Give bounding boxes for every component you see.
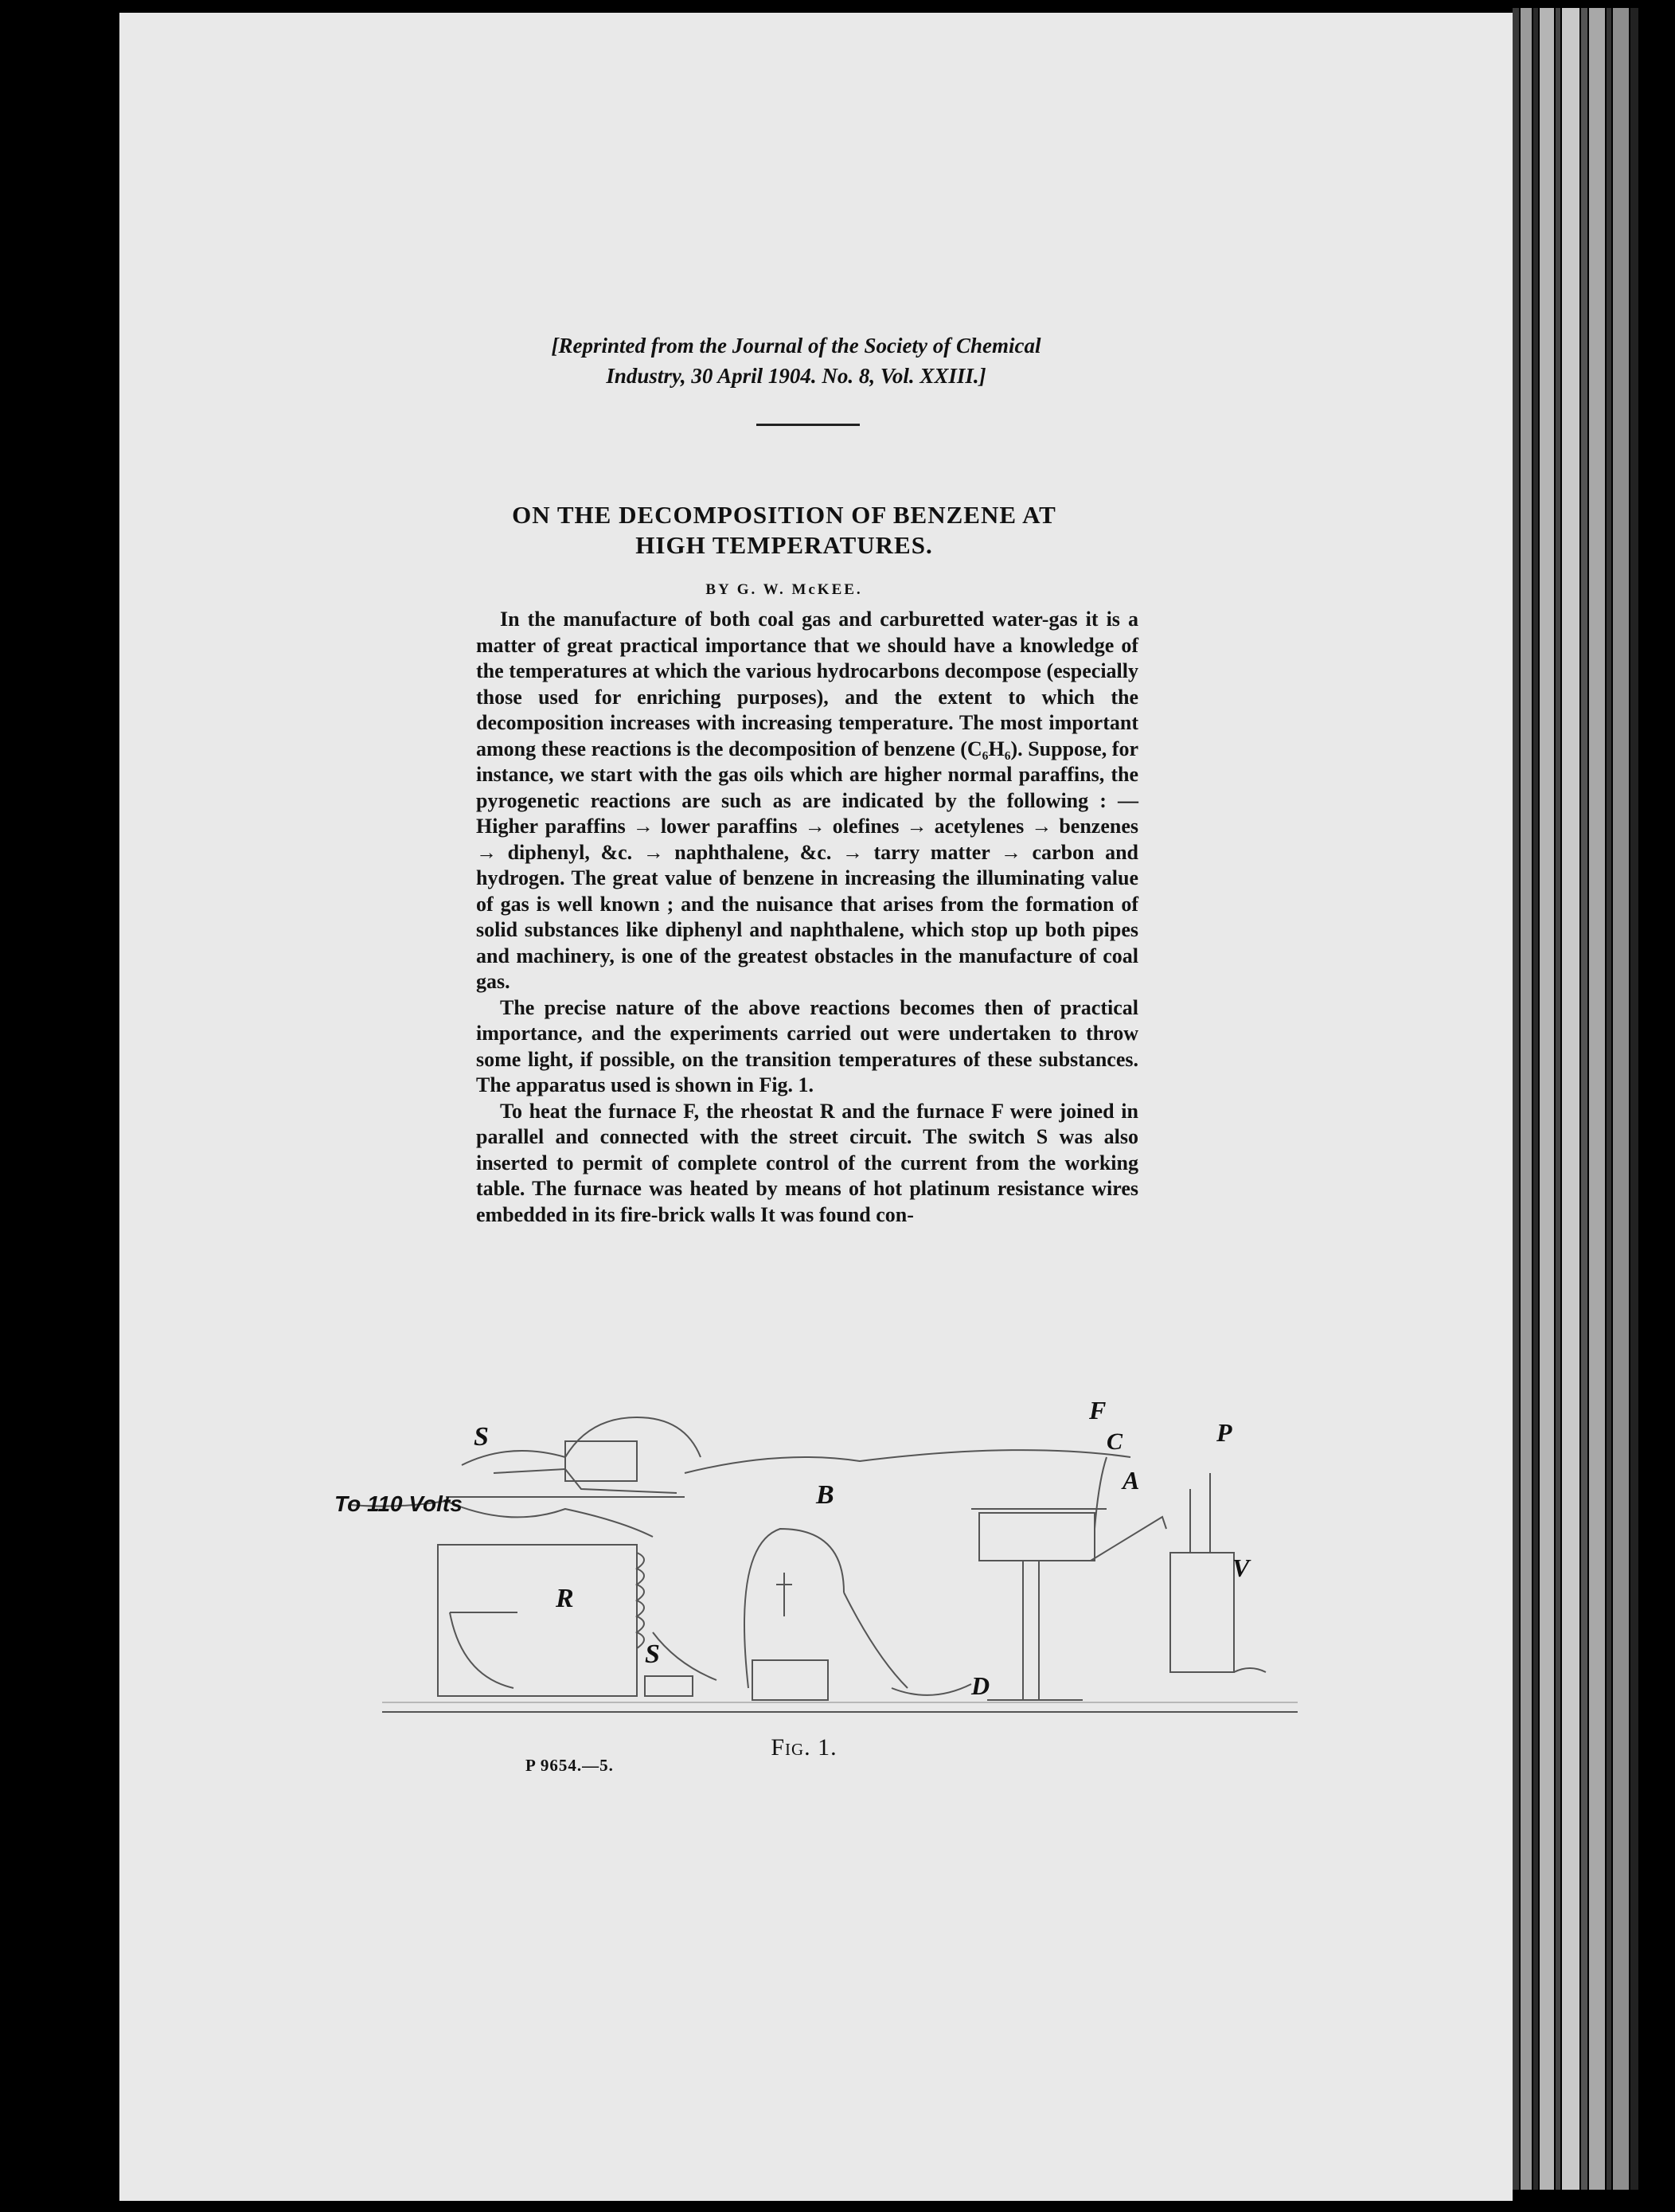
page-edge: [1630, 8, 1638, 2190]
tube-c: [1095, 1457, 1107, 1529]
label-s-bottom: S: [645, 1639, 660, 1669]
label-a: A: [1123, 1466, 1140, 1495]
lower-switch: [645, 1676, 693, 1696]
citation-line: Industry, 30 April 1904. No. 8, Vol. XXIII.]: [606, 364, 986, 388]
label-b: B: [816, 1480, 834, 1510]
body-paragraph: The precise nature of the above reactions becomes then of practical importance, and the experiments carried out were undertaken to throw some light, if possible, on the transition temperatures of these substances. The apparatus used is shown in Fig. 1.: [476, 995, 1138, 1096]
page-edge: [1607, 8, 1611, 2190]
page-edge: [1613, 8, 1629, 2190]
body-paragraph: To heat the furnace F, the rheostat R and the furnace F were joined in parallel and connected with the street circuit. The switch S was also inserted to permit of complete control of the current from the working table. The furnace was heated by means of hot platinum resistance wires embedded in its fire-brick walls It was found con-: [476, 1099, 1138, 1226]
battery-box: [752, 1660, 828, 1700]
vessel-v: [1170, 1553, 1234, 1672]
body-paragraph: In the manufacture of both coal gas and carburetted water-gas it is a matter of great practical importance that we should have a knowledge of the temperatures at which the various hydrocarbons decompose (especially those used for enriching purposes), and the extent to which the decomposition increases with increasing temperature. The most important among these reactions is the decomposition of benzene (C₆H₆). Suppose, for instance, we start with the gas oils which are higher normal paraffins, the pyrogenetic reactions are such as are indicated by the following : — Higher paraffins → lower paraffins → olefines → acetylenes → benzenes → diphenyl, &c. → naphthalene, &c. → tarry matter → carbon and hydrogen. The great value of benzene in increasing the illuminating value of gas is well known ; and the nuisance that arises from the formation of solid substances like diphenyl and naphthalene, which stop up both pipes and machinery, is one of the greatest obstacles in the manufacture of coal gas.: [476, 608, 1138, 993]
page-edge: [1589, 8, 1605, 2190]
apparatus-drawing: [303, 1370, 1306, 1728]
label-r: R: [556, 1584, 574, 1613]
lead-wire: [685, 1450, 1130, 1473]
lower-switch-wire: [653, 1632, 716, 1680]
apparatus-figure: [303, 1370, 1306, 1728]
label-f: F: [1089, 1396, 1107, 1425]
tube-a: [1091, 1517, 1166, 1561]
furnace-box: [979, 1513, 1095, 1561]
rheostat-coil: [637, 1553, 644, 1648]
label-c: C: [1107, 1428, 1123, 1455]
page-edge: [1556, 8, 1560, 2190]
label-d: D: [971, 1671, 990, 1700]
column-b: [776, 1573, 792, 1616]
column-arc: [744, 1529, 844, 1688]
page-edge: [1562, 8, 1579, 2190]
title-line: ON THE DECOMPOSITION OF BENZENE AT: [512, 501, 1056, 529]
figure-caption: Fig. 1.: [771, 1734, 838, 1761]
dish-wire: [844, 1593, 908, 1688]
vessel-base: [1170, 1668, 1266, 1672]
title-line: HIGH TEMPERATURES.: [635, 531, 933, 559]
page-edge: [1533, 8, 1538, 2190]
article-body: [476, 607, 1138, 1228]
rheostat-arc: [450, 1612, 513, 1688]
page-edge: [1513, 8, 1519, 2190]
switch-box: [565, 1441, 637, 1481]
label-v: V: [1232, 1553, 1250, 1582]
page-edge: [1581, 8, 1587, 2190]
citation-line: [Reprinted from the Journal of the Society of Chemical: [551, 334, 1041, 358]
author-byline: BY G. W. McKEE.: [705, 581, 863, 598]
page-edge: [1521, 8, 1532, 2190]
page-edge: [1540, 8, 1554, 2190]
print-code: P 9654.—5.: [525, 1756, 614, 1775]
label-s-top: S: [474, 1422, 489, 1452]
label-to-110-volts: To 110 Volts: [334, 1491, 463, 1516]
title-rule: [756, 424, 860, 426]
rheostat-box: [438, 1545, 637, 1696]
dish-d: [892, 1684, 971, 1695]
article-title: [446, 500, 1123, 561]
reprint-citation: [478, 330, 1115, 391]
label-p: P: [1216, 1418, 1232, 1447]
